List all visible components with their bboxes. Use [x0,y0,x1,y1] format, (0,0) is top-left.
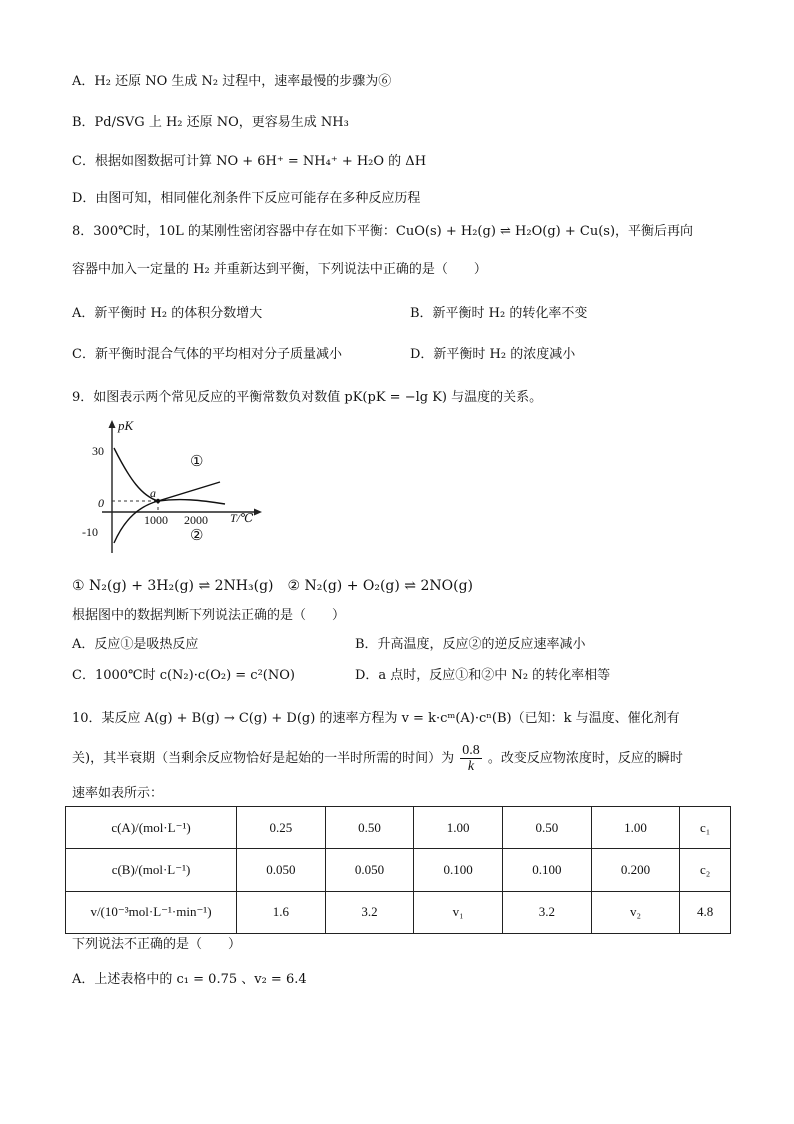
y-tick-minus10: -10 [82,525,98,539]
fraction-numerator: 0.8 [462,743,480,758]
pk-temperature-graph [80,418,270,558]
table-cell: 1.00 [591,807,680,849]
y-tick-0: 0 [98,496,104,510]
curve-2-label: ② [190,528,204,544]
q9-option-a: A．反应①是吸热反应 [72,637,199,652]
table-cell: 0.050 [237,849,326,891]
table-cell: 3.2 [325,891,414,933]
q9-option-c: C．1000℃时 c(N₂)·c(O₂) = c²(NO) [72,668,295,683]
table-row [66,849,731,891]
x-axis-label: T/℃ [230,511,254,525]
q10-ask: 下列说法不正确的是（ ） [72,937,242,952]
table-cell: 0.50 [503,807,592,849]
x-tick-1000: 1000 [144,513,168,527]
q7-option-d: D．由图可知，相同催化剂条件下反应可能存在多种反应历程 [72,191,421,206]
table-cell: 3.2 [503,891,592,933]
q8-option-b: B．新平衡时 H₂ 的转化率不变 [410,306,588,321]
x-tick-2000: 2000 [184,513,208,527]
curve-1 [114,448,220,501]
q9-reactions: ① N₂(g) + 3H₂(g) ⇌ 2NH₃(g) ② N₂(g) + O₂(g) ⇌ 2NO(g) [72,578,473,594]
table-cell: v₁ [414,891,503,933]
half-life-fraction [460,743,482,774]
q9-option-b: B．升高温度，反应②的逆反应速率减小 [355,637,586,652]
table-cell: 4.8 [680,891,731,933]
curve-2 [114,500,225,543]
q10-option-a: A．上述表格中的 c₁ = 0.75 、v₂ = 6.4 [72,972,307,987]
table-cell: 0.200 [591,849,680,891]
q9-stem: 9．如图表示两个常见反应的平衡常数负对数值 pK(pK = −lg K) 与温度的关系。 [72,390,543,405]
table-row [66,807,731,849]
table-cell: c₁ [680,807,731,849]
fraction-denominator: k [467,759,475,774]
q7-option-a: A．H₂ 还原 NO 生成 N₂ 过程中，速率最慢的步骤为⑥ [72,74,392,89]
q8-stem-line2: 容器中加入一定量的 H₂ 并重新达到平衡，下列说法中正确的是（ ） [72,262,487,277]
table-cell: 0.50 [325,807,414,849]
table-cell: 0.050 [325,849,414,891]
rate-table [65,806,731,934]
y-tick-30: 30 [92,444,104,458]
q7-option-c: C．根据如图数据可计算 NO + 6H⁺ = NH₄⁺ + H₂O 的 ΔH [72,154,427,169]
q8-stem-line1: 8．300℃时，10L 的某刚性密闭容器中存在如下平衡：CuO(s) + H₂(g) ⇌ H₂O(g) + Cu(s)，平衡后再向 [72,224,694,239]
curve-1-label: ① [190,454,204,470]
q10-stem-line3: 速率如表所示： [72,786,164,801]
point-a-label: a [150,486,156,500]
table-cell: 0.25 [237,807,326,849]
q10-stem-line1: 10．某反应 A(g) + B(g) → C(g) + D(g) 的速率方程为 v = k·cᵐ(A)·cⁿ(B)（已知：k 与温度、催化剂有 [72,711,680,726]
q8-option-c: C．新平衡时混合气体的平均相对分子质量减小 [72,347,342,362]
q8-option-a: A．新平衡时 H₂ 的体积分数增大 [72,306,263,321]
q10-stem-line2-a: 关)，其半衰期（当剩余反应物恰好是起始的一半时所需的时间）为 [72,751,455,766]
table-cell: 1.00 [414,807,503,849]
table-row-header: v/(10⁻³mol·L⁻¹·min⁻¹) [66,891,237,933]
table-cell: 1.6 [237,891,326,933]
q10-stem-line2-b: 。改变反应物浓度时，反应的瞬时 [487,751,683,766]
q9-option-d: D．a 点时，反应①和②中 N₂ 的转化率相等 [355,668,611,683]
table-cell: 0.100 [503,849,592,891]
q10-stem-line2 [72,742,683,776]
q8-option-d: D．新平衡时 H₂ 的浓度减小 [410,347,576,362]
table-row [66,891,731,933]
table-row-header: c(B)/(mol·L⁻¹) [66,849,237,891]
table-cell: 0.100 [414,849,503,891]
q7-option-b: B．Pd/SVG 上 H₂ 还原 NO，更容易生成 NH₃ [72,115,349,130]
y-axis-label: pK [118,418,134,433]
table-cell: v₂ [591,891,680,933]
q9-ask: 根据图中的数据判断下列说法正确的是（ ） [72,608,346,623]
table-cell: c₂ [680,849,731,891]
table-row-header: c(A)/(mol·L⁻¹) [66,807,237,849]
